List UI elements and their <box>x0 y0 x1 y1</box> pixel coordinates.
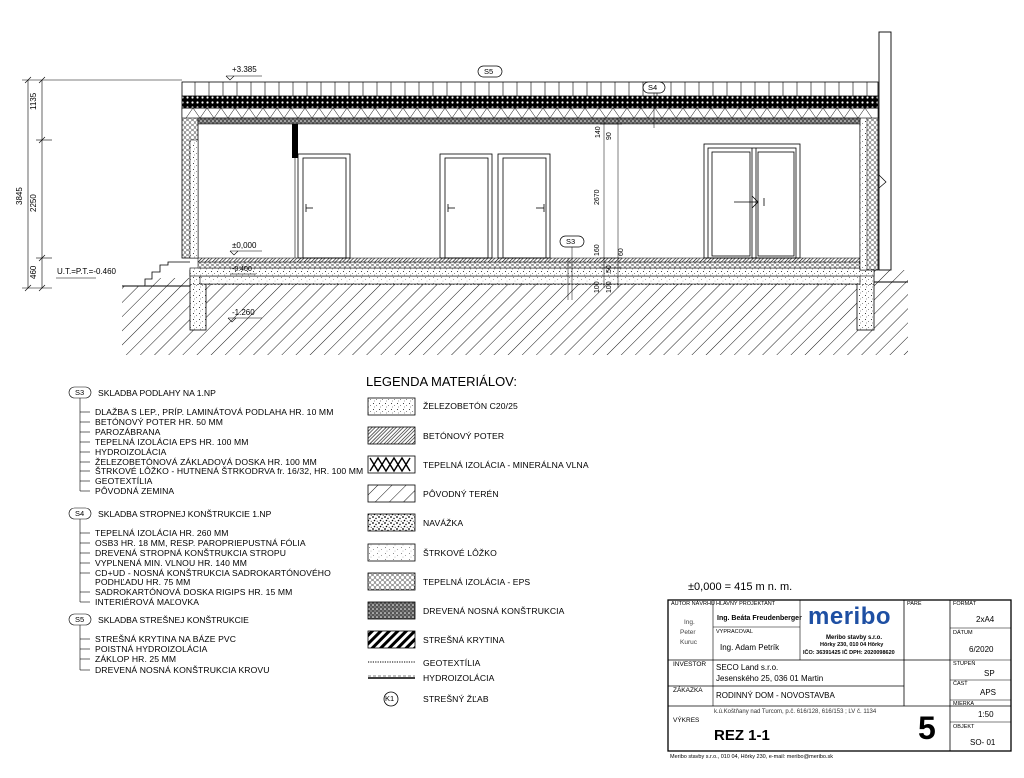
floor-screed <box>198 258 862 262</box>
tb-hlavny-label: HLAVNÝ PROJEKTANT <box>716 601 776 607</box>
door-3 <box>498 154 550 258</box>
tag-s5: S5 <box>484 67 494 76</box>
tb-vypracoval-label: VYPRACOVAL <box>716 629 753 635</box>
legend-item: STREŠNÝ ŽĽAB <box>423 694 489 704</box>
dim-100a: 100 <box>594 281 601 293</box>
tb-vykres-label: VÝKRES <box>673 717 700 724</box>
floor-title: SKLADBA PODLAHY NA 1.NP <box>98 388 216 398</box>
tb-stupen: SP <box>984 669 995 678</box>
tb-stupen-label: STUPEŇ <box>953 661 976 667</box>
legend-item: STREŠNÁ KRYTINA <box>423 635 505 645</box>
chimney <box>879 32 891 270</box>
legend-item: TEPELNÁ IZOLÁCIA - MINERÁLNA VLNA <box>423 460 589 470</box>
legend-swatches <box>368 398 415 706</box>
tb-format: 2xA4 <box>976 615 995 624</box>
dim-2250: 2250 <box>29 194 38 212</box>
tag-s4: S4 <box>648 83 658 92</box>
elevation-top: +3.385 <box>232 65 257 74</box>
footer-text: Meribo stavby s.r.o., 010 04, Hôrky 230, e-mail: meribo@meribo.sk <box>670 754 834 760</box>
tb-investor: SECO Land s.r.o. <box>716 663 779 672</box>
drawing-number: 5 <box>918 710 936 746</box>
datum-note: ±0,000 = 415 m n. m. <box>688 581 793 593</box>
tb-investor-label: INVESTOR <box>673 661 707 668</box>
elevation-inner: -0.400 <box>232 266 252 273</box>
sliding-door <box>704 144 800 258</box>
tb-cast: APS <box>980 688 997 697</box>
company-line: Meribo stavby s.r.o. <box>826 635 883 641</box>
dim-100b: 100 <box>606 281 613 293</box>
tb-pare-label: PARE <box>907 601 922 607</box>
tb-datum-label: DÁTUM <box>953 630 973 636</box>
roof-tag: S5 <box>75 615 85 624</box>
legend-item: GEOTEXTÍLIA <box>423 658 481 668</box>
floor-tag: S3 <box>75 388 85 397</box>
dim-60: 60 <box>618 248 625 256</box>
ceiling-item: DREVENÁ STROPNÁ KONŠTRUKCIA STROPU <box>95 548 287 558</box>
legend-item: ŠTRKOVÉ LÔŽKO <box>423 548 497 558</box>
swatch-backfill <box>368 514 415 531</box>
swatch-eps <box>368 573 415 590</box>
legend-item: ŽELEZOBETÓN C20/25 <box>423 401 518 411</box>
elevation-terrain: U.T.=P.T.=-0.460 <box>57 267 116 276</box>
floor-item: TEPELNÁ IZOLÁCIA EPS HR. 100 MM <box>95 437 249 447</box>
roof-title: SKLADBA STREŠNEJ KONŠTRUKCIE <box>98 615 249 625</box>
elevation-zero: ±0,000 <box>232 241 257 250</box>
dim-140: 140 <box>595 126 602 138</box>
floor-item: ŠTRKOVÉ LÔŽKO - HUTNENÁ ŠTRKODRVA fr. 16/32, HR. 100 MM <box>95 466 364 476</box>
ceiling-item: VYPLNENÁ MIN. VLNOU HR. 140 MM <box>95 558 247 568</box>
dim-1135: 1135 <box>29 92 38 110</box>
notes-brackets <box>69 387 91 670</box>
dim-3845: 3845 <box>15 187 24 205</box>
door-1 <box>298 154 350 258</box>
base-slab <box>190 268 874 276</box>
tb-objekt: SO- 01 <box>970 738 996 747</box>
floor-item: HYDROIZOLÁCIA <box>95 447 167 457</box>
ceiling-board <box>198 118 860 124</box>
legend-item: DREVENÁ NOSNÁ KONŠTRUKCIA <box>423 606 565 616</box>
tb-vypracoval: Ing. Adam Petrík <box>720 643 780 652</box>
floor-item: GEOTEXTÍLIA <box>95 476 153 486</box>
gutter-tag: K1 <box>385 694 395 703</box>
dimension-chain <box>22 77 182 291</box>
tb-mierka-label: MIERKA <box>953 701 975 707</box>
interior-post <box>292 124 298 158</box>
ceiling-item: SADROKARTÓNOVÁ DOSKA RIGIPS HR. 15 MM <box>95 587 293 597</box>
roof-item: DREVENÁ NOSNÁ KONŠTRUKCIA KROVU <box>95 665 270 675</box>
legend-item: NAVÁŽKA <box>423 518 464 528</box>
floor-eps <box>198 262 862 268</box>
tb-cast-label: ČASŤ <box>953 681 968 687</box>
tb-mierka: 1:50 <box>978 710 994 719</box>
legend-item: HYDROIZOLÁCIA <box>423 673 495 683</box>
floor-item: PAROZÁBRANA <box>95 427 161 437</box>
roof-deck <box>182 96 878 108</box>
floor-item: DLAŽBA S LEP., PRÍP. LAMINÁTOVÁ PODLAHA HR. 10 MM <box>95 407 334 417</box>
door-2 <box>440 154 492 258</box>
company-logo: meribo <box>808 603 892 630</box>
tag-s3: S3 <box>566 237 576 246</box>
elevation-base: -1.260 <box>232 308 255 317</box>
company-line: Hôrky 230, 010 04 Hôrky <box>820 642 884 648</box>
ceiling-item: OSB3 HR. 18 MM, RESP. PAROPRIEPUSTNÁ FÓLIA <box>95 538 306 548</box>
tb-autor: Peter <box>680 629 696 636</box>
tb-datum: 6/2020 <box>969 645 994 654</box>
ceiling-item: INTERIÉROVÁ MAĽOVKA <box>95 597 200 607</box>
tb-location: k.ú.Koštňany nad Turcom, p.č. 616/128, 616/153 ; LV č. 1134 <box>714 709 877 715</box>
swatch-wood <box>368 602 415 619</box>
roof-item: STREŠNÁ KRYTINA NA BÁZE PVC <box>95 634 237 644</box>
dim-50: 50 <box>606 265 613 273</box>
dim-160a: 160 <box>594 244 601 256</box>
legend-title: LEGENDA MATERIÁLOV: <box>366 374 517 389</box>
tb-autor: Ing. <box>684 619 695 626</box>
floor-item: BETÓNOVÝ POTER HR. 50 MM <box>95 417 223 427</box>
swatch-concrete <box>368 398 415 415</box>
ceiling-item: TEPELNÁ IZOLÁCIA HR. 260 MM <box>95 528 229 538</box>
dim-460: 460 <box>29 265 38 279</box>
swatch-screed <box>368 427 415 444</box>
ceiling-tag: S4 <box>75 509 85 518</box>
tb-zakazka-label: ZÁKAZKA <box>673 687 703 694</box>
tb-zakazka: RODINNÝ DOM - NOVOSTAVBA <box>716 691 835 700</box>
roof-covering <box>182 82 878 96</box>
floor-item: ŽELEZOBETÓNOVÁ ZÁKLADOVÁ DOSKA HR. 100 MM <box>95 457 317 467</box>
company-line: IČO: 36391425 IČ DPH: 2020098620 <box>803 650 895 656</box>
tb-format-label: FORMÁT <box>953 601 977 607</box>
ceiling-item: PODHĽADU HR. 75 MM <box>95 577 191 587</box>
tb-autor: Kuruc <box>680 639 697 646</box>
swatch-mineral-wool <box>368 456 415 473</box>
dim-2670: 2670 <box>594 189 601 205</box>
roof-item: POISTNÁ HYDROIZOLÁCIA <box>95 644 208 654</box>
drawing-title: REZ 1-1 <box>714 727 770 744</box>
ceiling-title: SKLADBA STROPNEJ KONŠTRUKCIE 1.NP <box>98 509 272 519</box>
swatch-terrain <box>368 485 415 502</box>
swatch-gravel <box>368 544 415 561</box>
floor-item: PÔVODNÁ ZEMINA <box>95 486 175 496</box>
legend-item: TEPELNÁ IZOLÁCIA - EPS <box>423 577 531 587</box>
swatch-roofing <box>368 631 415 648</box>
tb-hlavny: Ing. Beáta Freudenberger <box>717 615 802 622</box>
legend-item: PÔVODNÝ TERÉN <box>423 489 499 499</box>
tb-objekt-label: OBJEKT <box>953 724 975 730</box>
legend-item: BETÓNOVÝ POTER <box>423 431 505 441</box>
tb-investor: Jesenského 25, 036 01 Martin <box>716 674 824 683</box>
tb-autor-label: AUTOR NÁVRHU <box>671 601 715 607</box>
ceiling-item: CD+UD - NOSNÁ KONŠTRUKCIA SADROKARTÓNOVÉHO <box>95 568 331 578</box>
dim-90: 90 <box>606 132 613 140</box>
gravel-bed <box>200 276 860 284</box>
roof-item: ZÁKLOP HR. 25 MM <box>95 654 177 664</box>
